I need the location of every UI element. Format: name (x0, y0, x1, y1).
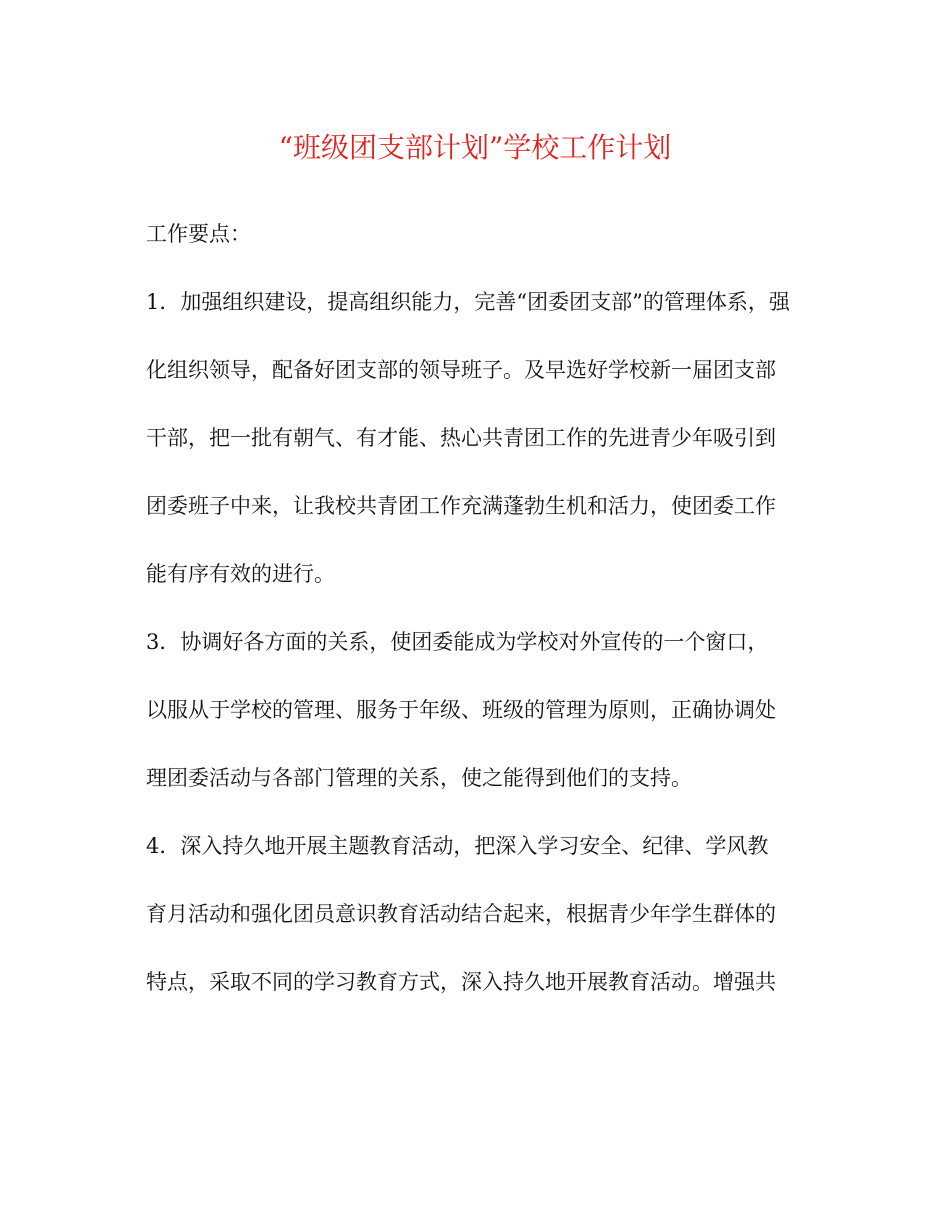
body-line: 能有序有效的进行。 (146, 562, 335, 586)
body-line: 理团委活动与各部门管理的关系，使之能得到他们的支持。 (146, 766, 692, 790)
document-title: “班级团支部计划”学校工作计划 (278, 131, 672, 164)
body-line: 育月活动和强化团员意识教育活动结合起来，根据青少年学生群体的 (146, 902, 776, 926)
document-body (146, 212, 816, 1028)
body-line: 团委班子中来，让我校共青团工作充满蓬勃生机和活力，使团委工作 (146, 494, 776, 518)
body-line: 1．加强组织建设，提高组织能力，完善“团委团支部”的管理体系，强 (146, 290, 790, 314)
body-line: 工作要点： (146, 222, 251, 246)
body-line: 4．深入持久地开展主题教育活动，把深入学习安全、纪律、学风教 (146, 834, 769, 858)
body-line: 化组织领导，配备好团支部的领导班子。及早选好学校新一届团支部 (146, 358, 776, 382)
body-line: 特点，采取不同的学习教育方式，深入持久地开展教育活动。增强共 (146, 970, 776, 994)
body-line: 3．协调好各方面的关系，使团委能成为学校对外宣传的一个窗口， (146, 630, 769, 654)
body-line: 以服从于学校的管理、服务于年级、班级的管理为原则，正确协调处 (146, 698, 776, 722)
body-line: 干部，把一批有朝气、有才能、热心共青团工作的先进青少年吸引到 (146, 426, 776, 450)
